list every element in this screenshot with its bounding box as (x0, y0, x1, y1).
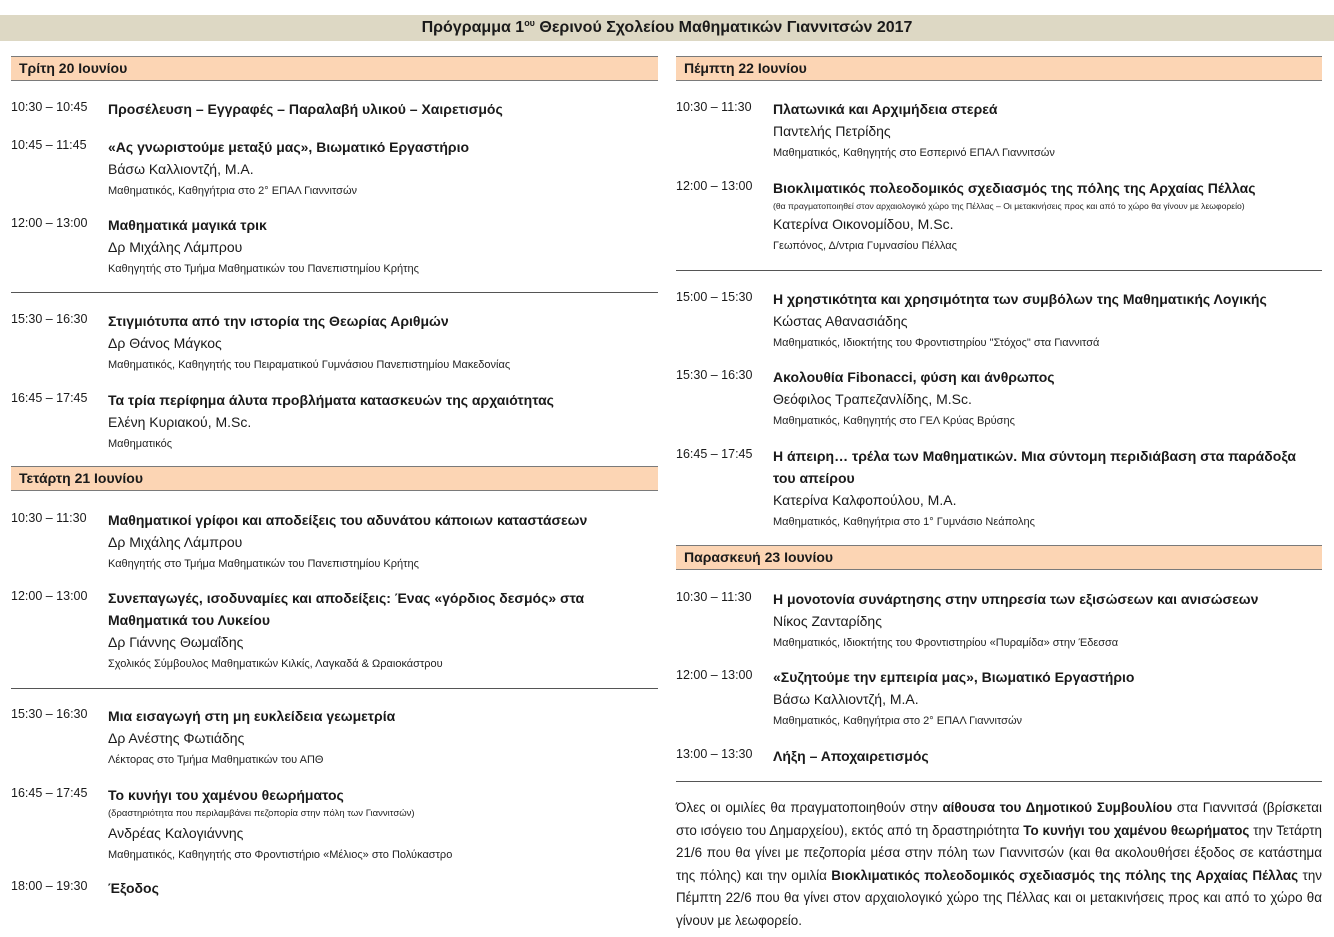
session-speaker: Νίκος Ζανταρίδης (773, 613, 882, 629)
info-activity-name: Το κυνήγι του χαμένου θεωρήματος (1023, 822, 1250, 838)
session-speaker: Δρ Μιχάλης Λάμπρου (108, 239, 243, 255)
session-title: Προσέλευση – Εγγραφές – Παραλαβή υλικού – Χαιρετισμός (108, 101, 503, 117)
session-affiliation: Καθηγητής στο Τμήμα Μαθηματικών του Πανεπιστημίου Κρήτης (108, 558, 419, 570)
session-time: 10:30 – 10:45 (11, 100, 88, 114)
session-title: Ακολουθία Fibonacci, φύση και άνθρωπος (773, 369, 1055, 385)
session-note: (δραστηριότητα που περιλαμβάνει πεζοπορία στην πόλη των Γιαννιτσών) (108, 808, 415, 819)
session-speaker: Βάσω Καλλιοντζή, M.A. (773, 691, 919, 707)
session-affiliation: Μαθηματικός, Καθηγήτρια στο 2° ΕΠΑΛ Γιαννιτσών (108, 185, 358, 197)
session-time: 13:00 – 13:30 (676, 747, 753, 761)
info-text: στα Γιαννιτσά (βρίσκεται στο ισόγειο του Δημαρχείου), εκτός από τη δραστηριότητα (676, 800, 1322, 838)
session-speaker: Κώστας Αθανασιάδης (773, 313, 908, 329)
session-affiliation: Μαθηματικός, Καθηγητής στο Εσπερινό ΕΠΑΛ Γιαννιτσών (773, 147, 1055, 159)
session-affiliation: Μαθηματικός, Καθηγητής στο Φροντιστήριο «Μέλιος» στο Πολύκαστρο (108, 849, 453, 861)
session-time: 12:00 – 13:00 (11, 589, 88, 603)
day-header-wednesday: Τετάρτη 21 Ιουνίου (11, 466, 658, 491)
session-time: 12:00 – 13:00 (676, 668, 753, 682)
session-title: «Συζητούμε την εμπειρία μας», Βιωματικό Εργαστήριο (773, 669, 1135, 685)
session-affiliation: Μαθηματικός (108, 438, 173, 450)
break-divider (11, 688, 658, 689)
session-title-line2: του απείρου (773, 470, 855, 486)
session-title: Η μονοτονία συνάρτησης στην υπηρεσία των εξισώσεων και ανισώσεων (773, 591, 1259, 607)
session-speaker: Κατερίνα Καλφοπούλου, M.A. (773, 492, 957, 508)
session-time: 16:45 – 17:45 (11, 786, 88, 800)
section-divider (676, 781, 1322, 782)
info-text: Όλες οι ομιλίες θα πραγματοποιηθούν στην (676, 800, 943, 815)
session-title: Βιοκλιματικός πολεοδομικός σχεδιασμός της πόλης της Αρχαίας Πέλλας (773, 180, 1256, 196)
session-title: Συνεπαγωγές, ισοδυναμίες και αποδείξεις: Ένας «γόρδιος δεσμός» στα (108, 590, 585, 606)
session-time: 15:30 – 16:30 (676, 368, 753, 382)
session-affiliation: Μαθηματικός, Καθηγητής του Πειραματικού Γυμνάσιου Πανεπιστημίου Μακεδονίας (108, 359, 511, 371)
session-speaker: Ελένη Κυριακού, M.Sc. (108, 414, 252, 430)
info-text: την Πέμπτη 22/6 που θα γίνει στον αρχαιολογικό χώρο της Πέλλας και οι μετακινήσεις προς και από το χώρο θα γίνουν με λεωφορείο. (676, 867, 1322, 928)
session-affiliation: Μαθηματικός, Καθηγήτρια στο 1° Γυμνάσιο Νεάπολης (773, 516, 1035, 528)
session-speaker: Δρ Θάνος Μάγκος (108, 335, 222, 351)
session-speaker: Βάσω Καλλιοντζή, M.A. (108, 161, 254, 177)
session-affiliation: Μαθηματικός, Καθηγήτρια στο 2° ΕΠΑΛ Γιαννιτσών (773, 715, 1023, 727)
session-affiliation: Μαθηματικός, Ιδιοκτήτης του Φροντιστηρίου «Πυραμίδα» στην Έδεσσα (773, 637, 1119, 649)
day-header-thursday: Πέμπτη 22 Ιουνίου (676, 56, 1322, 81)
session-title: Στιγμιότυπα από την ιστορία της Θεωρίας Αριθμών (108, 313, 449, 329)
session-time: 12:00 – 13:00 (11, 216, 88, 230)
session-speaker: Ανδρέας Καλογιάννης (108, 825, 244, 841)
session-title: Μαθηματικά μαγικά τρικ (108, 217, 267, 233)
session-title: Η χρηστικότητα και χρησιμότητα των συμβόλων της Μαθηματικής Λογικής (773, 291, 1267, 307)
session-time: 15:30 – 16:30 (11, 707, 88, 721)
info-text: την Τετάρτη 21/6 που θα γίνει με πεζοπορία μέσα στην πόλη των Γιαννιτσών (και θα ακολουθήσει έξοδος σε κατάστημα της πόλης) και την ομιλία (676, 822, 1322, 883)
info-venue: αίθουσα του Δημοτικού Συμβουλίου (942, 800, 1173, 815)
session-note: (θα πραγματοποιηθεί στον αρχαιολογικό χώρο της Πέλλας – Οι μετακινήσεις προς και από το χώρο θα γίνουν με λεωφορείο) (773, 201, 1245, 211)
session-title: Έξοδος (108, 880, 159, 896)
session-title: Πλατωνικά και Αρχιμήδεια στερεά (773, 101, 998, 117)
break-divider (676, 270, 1322, 271)
session-title: Μια εισαγωγή στη μη ευκλείδεια γεωμετρία (108, 708, 396, 724)
session-time: 10:30 – 11:30 (676, 100, 752, 114)
session-time: 15:00 – 15:30 (676, 290, 753, 304)
title-text: Πρόγραμμα 1 (421, 19, 525, 36)
session-affiliation: Μαθηματικός, Ιδιοκτήτης του Φροντιστηρίου "Στόχος" στα Γιαννιτσά (773, 337, 1100, 349)
session-title: Το κυνήγι του χαμένου θεωρήματος (108, 787, 344, 803)
page-title (0, 15, 1334, 41)
session-title: Η άπειρη… τρέλα των Μαθηματικών. Μια σύντομη περιδιάβαση στα παράδοξα (773, 448, 1296, 464)
session-time: 10:30 – 11:30 (11, 511, 87, 525)
session-affiliation: Λέκτορας στο Τμήμα Μαθηματικών του ΑΠΘ (108, 754, 324, 766)
session-time: 16:45 – 17:45 (11, 391, 88, 405)
session-time: 10:30 – 11:30 (676, 590, 752, 604)
session-speaker: Δρ Μιχάλης Λάμπρου (108, 534, 243, 550)
session-title: «Ας γνωριστούμε μεταξύ μας», Βιωματικό Εργαστήριο (108, 139, 470, 155)
title-superscript: ου (524, 18, 535, 28)
venue-info-paragraph (676, 797, 1322, 932)
session-title: Μαθηματικοί γρίφοι και αποδείξεις του αδυνάτου κάποιων καταστάσεων (108, 512, 588, 528)
title-text-rest: Θερινού Σχολείου Μαθηματικών Γιαννιτσών 2017 (534, 19, 913, 36)
session-speaker: Κατερίνα Οικονομίδου, M.Sc. (773, 216, 954, 232)
info-talk-name: Βιοκλιματικός πολεοδομικός σχεδιασμός της πόλης της Αρχαίας Πέλλας (831, 867, 1299, 883)
session-speaker: Δρ Ανέστης Φωτιάδης (108, 730, 245, 746)
session-title: Λήξη – Αποχαιρετισμός (773, 748, 929, 764)
session-speaker: Παντελής Πετρίδης (773, 123, 891, 139)
session-time: 18:00 – 19:30 (11, 879, 88, 893)
session-affiliation: Μαθηματικός, Καθηγητής στο ΓΕΛ Κρύας Βρύσης (773, 415, 1015, 427)
session-affiliation: Σχολικός Σύμβουλος Μαθηματικών Κιλκίς, Λαγκαδά & Ωραιοκάστρου (108, 658, 443, 670)
break-divider (11, 292, 658, 293)
session-title: Τα τρία περίφημα άλυτα προβλήματα κατασκευών της αρχαιότητας (108, 392, 554, 408)
session-title-line2: Μαθηματικά του Λυκείου (108, 612, 270, 628)
session-time: 12:00 – 13:00 (676, 179, 753, 193)
day-header-friday: Παρασκευή 23 Ιουνίου (676, 545, 1322, 570)
session-speaker: Θεόφιλος Τραπεζανλίδης, M.Sc. (773, 391, 972, 407)
session-time: 16:45 – 17:45 (676, 447, 753, 461)
session-affiliation: Γεωπόνος, Δ/ντρια Γυμνασίου Πέλλας (773, 240, 957, 252)
day-header-tuesday: Τρίτη 20 Ιουνίου (11, 56, 658, 81)
session-speaker: Δρ Γιάννης Θωμαΐδης (108, 634, 244, 650)
session-affiliation: Καθηγητής στο Τμήμα Μαθηματικών του Πανεπιστημίου Κρήτης (108, 263, 419, 275)
session-time: 10:45 – 11:45 (11, 138, 87, 152)
session-time: 15:30 – 16:30 (11, 312, 88, 326)
